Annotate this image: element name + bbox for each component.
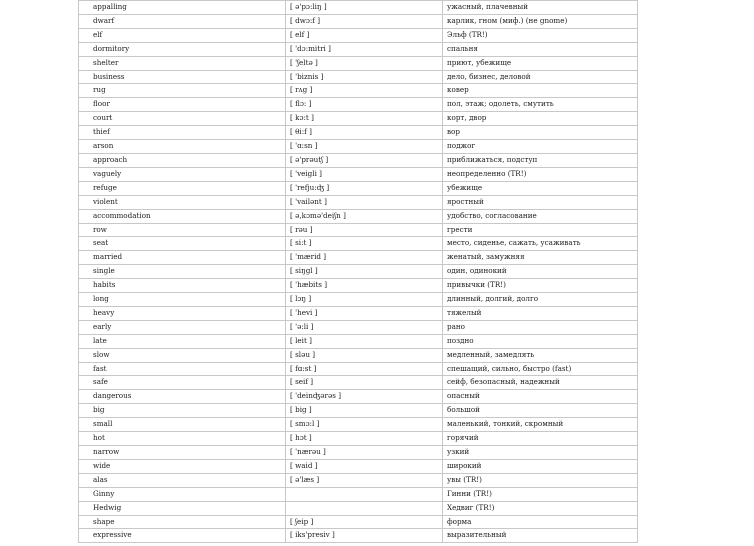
russian-translation-cell: ужасный, плачевный (443, 1, 638, 15)
english-word-cell: arson (79, 140, 286, 154)
transcription-cell: [ ʃeip ] (286, 515, 443, 529)
table-row (79, 84, 638, 98)
table-row (79, 98, 638, 112)
english-word-cell: hot (79, 432, 286, 446)
russian-translation-cell: сейф, безопасный, надежный (443, 376, 638, 390)
english-word-cell: refuge (79, 181, 286, 195)
russian-translation-cell: большой (443, 404, 638, 418)
english-word-cell: appalling (79, 1, 286, 15)
russian-translation-cell: грести (443, 223, 638, 237)
transcription-cell: [ siŋgl ] (286, 265, 443, 279)
english-word-cell: dormitory (79, 42, 286, 56)
table-row (79, 515, 638, 529)
english-word-cell: expressive (79, 529, 286, 543)
english-word-cell: violent (79, 195, 286, 209)
english-word-cell: seat (79, 237, 286, 251)
table-row (79, 293, 638, 307)
russian-translation-cell: приближаться, подступ (443, 153, 638, 167)
russian-translation-cell: удобство, согласование (443, 209, 638, 223)
english-word-cell: early (79, 320, 286, 334)
transcription-cell: [ elf ] (286, 28, 443, 42)
transcription-cell: [ θi:f ] (286, 126, 443, 140)
russian-translation-cell: опасный (443, 390, 638, 404)
english-word-cell: long (79, 293, 286, 307)
russian-translation-cell: яростный (443, 195, 638, 209)
transcription-cell: [ 'mærid ] (286, 251, 443, 265)
table-row (79, 279, 638, 293)
transcription-cell: [ sləu ] (286, 348, 443, 362)
transcription-cell: [ 'ʃeltə ] (286, 56, 443, 70)
table-row (79, 501, 638, 515)
russian-translation-cell: маленький, тонкий, скромный (443, 418, 638, 432)
transcription-cell: [ ə,kɔmə'deiʃn ] (286, 209, 443, 223)
english-word-cell: small (79, 418, 286, 432)
russian-translation-cell: Гинни (TR!) (443, 487, 638, 501)
table-row (79, 306, 638, 320)
table-row (79, 432, 638, 446)
english-word-cell: habits (79, 279, 286, 293)
transcription-cell: [ iks'presiv ] (286, 529, 443, 543)
transcription-cell: [ 'hæbits ] (286, 279, 443, 293)
english-word-cell: elf (79, 28, 286, 42)
russian-translation-cell: пол, этаж; одолеть, смутить (443, 98, 638, 112)
english-word-cell: row (79, 223, 286, 237)
transcription-cell: [ fɑ:st ] (286, 362, 443, 376)
russian-translation-cell: поджог (443, 140, 638, 154)
english-word-cell: single (79, 265, 286, 279)
transcription-cell: [ 'ɑ:sn ] (286, 140, 443, 154)
russian-translation-cell: убежище (443, 181, 638, 195)
russian-translation-cell: длинный, долгий, долго (443, 293, 638, 307)
transcription-cell: [ rəu ] (286, 223, 443, 237)
english-word-cell: dangerous (79, 390, 286, 404)
english-word-cell: accommodation (79, 209, 286, 223)
table-row (79, 459, 638, 473)
transcription-cell: [ smɔ:l ] (286, 418, 443, 432)
table-row (79, 320, 638, 334)
english-word-cell: big (79, 404, 286, 418)
transcription-cell: [ 'hevi ] (286, 306, 443, 320)
russian-translation-cell: Хедвиг (TR!) (443, 501, 638, 515)
transcription-cell: [ 'dɔ:mitri ] (286, 42, 443, 56)
table-row (79, 140, 638, 154)
english-word-cell: fast (79, 362, 286, 376)
table-row (79, 237, 638, 251)
english-word-cell: business (79, 70, 286, 84)
table-row (79, 167, 638, 181)
russian-translation-cell: дело, бизнес, деловой (443, 70, 638, 84)
table-row (79, 153, 638, 167)
russian-translation-cell: Эльф (TR!) (443, 28, 638, 42)
russian-translation-cell: широкий (443, 459, 638, 473)
table-row (79, 195, 638, 209)
english-word-cell: court (79, 112, 286, 126)
transcription-cell: [ 'refju:ʤ ] (286, 181, 443, 195)
transcription-cell: [ waid ] (286, 459, 443, 473)
english-word-cell: late (79, 334, 286, 348)
english-word-cell: alas (79, 473, 286, 487)
transcription-cell: [ ə'læs ] (286, 473, 443, 487)
transcription-cell: [ 'vailənt ] (286, 195, 443, 209)
transcription-cell: [ ə'prəutʃ ] (286, 153, 443, 167)
vocabulary-table-body (79, 1, 638, 543)
english-word-cell: rug (79, 84, 286, 98)
english-word-cell: vaguely (79, 167, 286, 181)
english-word-cell: married (79, 251, 286, 265)
table-row (79, 28, 638, 42)
table-row (79, 112, 638, 126)
english-word-cell: narrow (79, 446, 286, 460)
table-row (79, 362, 638, 376)
english-word-cell: approach (79, 153, 286, 167)
table-row (79, 70, 638, 84)
russian-translation-cell: ковер (443, 84, 638, 98)
english-word-cell: dwarf (79, 14, 286, 28)
transcription-cell: [ 'biznis ] (286, 70, 443, 84)
russian-translation-cell: один, одинокий (443, 265, 638, 279)
table-row (79, 56, 638, 70)
russian-translation-cell: женатый, замужняя (443, 251, 638, 265)
russian-translation-cell: неопределенно (TR!) (443, 167, 638, 181)
russian-translation-cell: корт, двор (443, 112, 638, 126)
table-row (79, 473, 638, 487)
transcription-cell: [ 'veigli ] (286, 167, 443, 181)
english-word-cell: safe (79, 376, 286, 390)
english-word-cell: wide (79, 459, 286, 473)
table-row (79, 223, 638, 237)
table-row (79, 209, 638, 223)
transcription-cell: [ big ] (286, 404, 443, 418)
russian-translation-cell: поздно (443, 334, 638, 348)
table-row (79, 446, 638, 460)
transcription-cell: [ seif ] (286, 376, 443, 390)
english-word-cell: heavy (79, 306, 286, 320)
russian-translation-cell: карлик, гном (миф.) (не gnome) (443, 14, 638, 28)
table-row (79, 334, 638, 348)
english-word-cell: Ginny (79, 487, 286, 501)
table-row (79, 390, 638, 404)
table-row (79, 376, 638, 390)
transcription-cell: [ leit ] (286, 334, 443, 348)
table-row (79, 418, 638, 432)
transcription-cell: [ si:t ] (286, 237, 443, 251)
russian-translation-cell: медленный, замедлять (443, 348, 638, 362)
english-word-cell: thief (79, 126, 286, 140)
english-word-cell: slow (79, 348, 286, 362)
transcription-cell: [ 'nærəu ] (286, 446, 443, 460)
transcription-cell: [ rʌg ] (286, 84, 443, 98)
russian-translation-cell: тяжелый (443, 306, 638, 320)
russian-translation-cell: место, сиденье, сажать, усаживать (443, 237, 638, 251)
transcription-cell (286, 487, 443, 501)
table-row (79, 265, 638, 279)
table-row (79, 404, 638, 418)
transcription-cell: [ ə'pɔ:liŋ ] (286, 1, 443, 15)
table-row (79, 14, 638, 28)
transcription-cell (286, 501, 443, 515)
russian-translation-cell: форма (443, 515, 638, 529)
vocabulary-table (78, 0, 638, 543)
transcription-cell: [ hɔt ] (286, 432, 443, 446)
table-row (79, 487, 638, 501)
table-row (79, 181, 638, 195)
transcription-cell: [ flɔ: ] (286, 98, 443, 112)
russian-translation-cell: спешащий, сильно, быстро (fast) (443, 362, 638, 376)
russian-translation-cell: выразительный (443, 529, 638, 543)
transcription-cell: [ kɔ:t ] (286, 112, 443, 126)
english-word-cell: floor (79, 98, 286, 112)
english-word-cell: Hedwig (79, 501, 286, 515)
russian-translation-cell: вор (443, 126, 638, 140)
english-word-cell: shape (79, 515, 286, 529)
russian-translation-cell: рано (443, 320, 638, 334)
english-word-cell: shelter (79, 56, 286, 70)
transcription-cell: [ dwɔ:f ] (286, 14, 443, 28)
russian-translation-cell: привычки (TR!) (443, 279, 638, 293)
russian-translation-cell: спальня (443, 42, 638, 56)
russian-translation-cell: увы (TR!) (443, 473, 638, 487)
russian-translation-cell: узкий (443, 446, 638, 460)
table-row (79, 1, 638, 15)
transcription-cell: [ 'ə:li ] (286, 320, 443, 334)
table-row (79, 348, 638, 362)
russian-translation-cell: приют, убежище (443, 56, 638, 70)
transcription-cell: [ lɔŋ ] (286, 293, 443, 307)
table-row (79, 42, 638, 56)
russian-translation-cell: горячий (443, 432, 638, 446)
table-row (79, 251, 638, 265)
table-row (79, 126, 638, 140)
transcription-cell: [ 'deinʤərəs ] (286, 390, 443, 404)
table-row (79, 529, 638, 543)
